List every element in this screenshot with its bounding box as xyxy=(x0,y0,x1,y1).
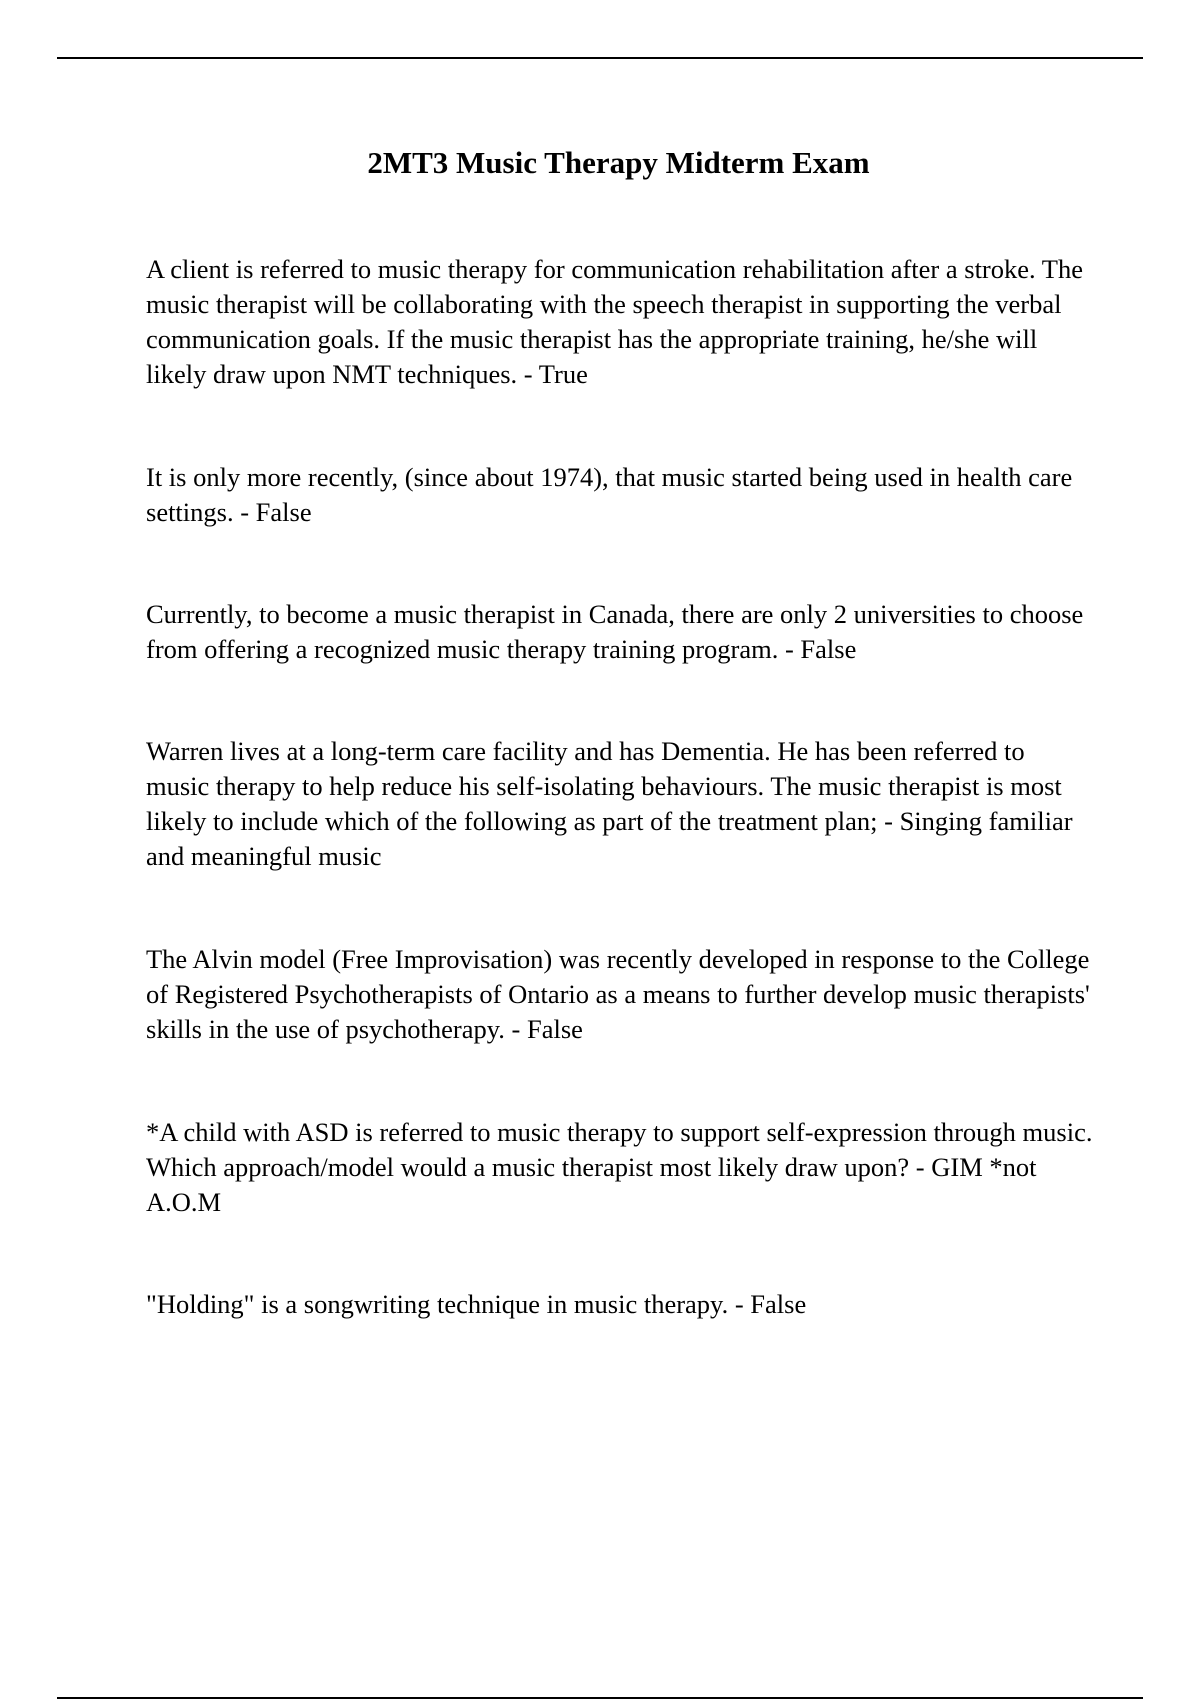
question-answer-item: It is only more recently, (since about 1974), that music started being used in health care settings. - False xyxy=(146,462,1073,527)
question-answer-item: "Holding" is a songwriting technique in music therapy. - False xyxy=(146,1289,807,1319)
footer-rule xyxy=(57,1697,1143,1699)
question-answer-item: Currently, to become a music therapist in Canada, there are only 2 universities to choose from offering a recognized music therapy training program. - False xyxy=(146,599,1084,664)
question-answer-item: A client is referred to music therapy for communication rehabilitation after a stroke. The music therapist will be collaborating with the speech therapist in supporting the verbal communication goals. If the music therapist has the appropriate training, he/she will likely draw upon NMT techniques. - True xyxy=(146,254,1083,389)
page-title: 2MT3 Music Therapy Midterm Exam xyxy=(367,145,870,180)
question-answer-item: The Alvin model (Free Improvisation) was recently developed in response to the College of Registered Psychotherapists of Ontario as a means to further develop music therapists' skills in the use of psychotherapy. - False xyxy=(146,944,1090,1044)
header-rule xyxy=(57,57,1143,59)
question-answer-item: *A child with ASD is referred to music therapy to support self-expression through music. Which approach/model would a music therapist most likely draw upon? - GIM *not A.O.M xyxy=(146,1117,1093,1217)
question-answer-item: Warren lives at a long-term care facility and has Dementia. He has been referred to music therapy to help reduce his self-isolating behaviours. The music therapist is most likely to include which of the following as part of the treatment plan; - Singing familiar and meaningful music xyxy=(146,736,1073,871)
